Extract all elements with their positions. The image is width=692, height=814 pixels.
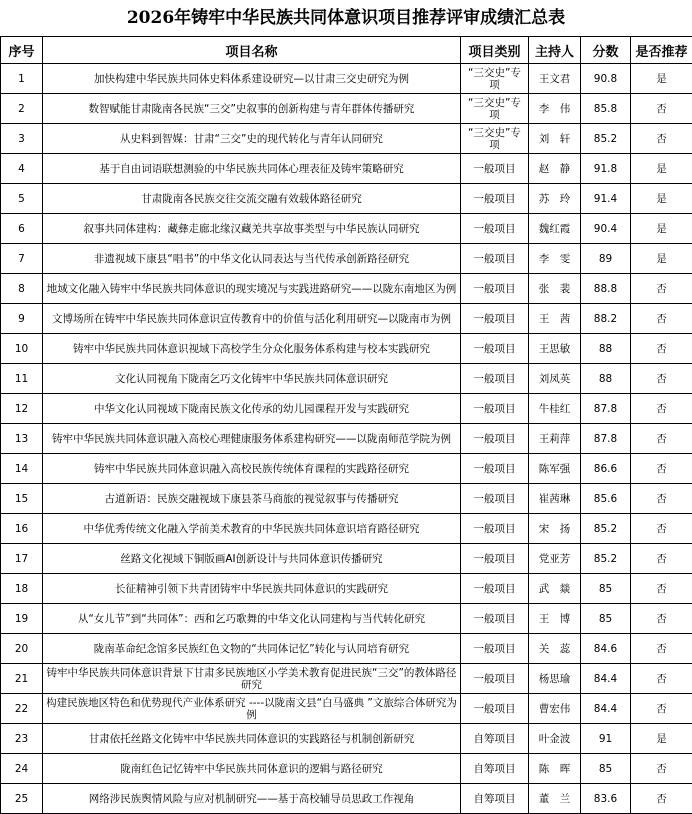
table-row (1, 334, 692, 364)
recommend-value: 否 (631, 754, 692, 784)
table-row (1, 124, 692, 154)
host-name: 王 茜 (529, 304, 581, 334)
score-value: 85.6 (581, 484, 631, 514)
project-name: 地域文化融入铸牢中华民族共同体意识的现实境况与实践进路研究——以陇东南地区为例 (43, 274, 461, 304)
recommend-value: 否 (631, 424, 692, 454)
row-number: 11 (1, 364, 43, 394)
project-name: 构建民族地区特色和优势现代产业体系研究 ----以陇南文县“白马盛典 ”文旅综合体研究为例 (43, 694, 461, 724)
score-summary-table (0, 36, 692, 814)
recommend-value: 否 (631, 94, 692, 124)
project-name: 基于自由词语联想测验的中华民族共同体心理表征及铸牢策略研究 (43, 154, 461, 184)
project-category: 一般项目 (461, 574, 529, 604)
row-number: 8 (1, 274, 43, 304)
score-value: 91.4 (581, 184, 631, 214)
host-name: 叶金波 (529, 724, 581, 754)
project-name: 甘肃陇南各民族交往交流交融有效载体路径研究 (43, 184, 461, 214)
row-number: 16 (1, 514, 43, 544)
score-value: 88 (581, 364, 631, 394)
project-category: 一般项目 (461, 394, 529, 424)
row-number: 19 (1, 604, 43, 634)
project-category: 一般项目 (461, 634, 529, 664)
score-value: 89 (581, 244, 631, 274)
row-number: 1 (1, 64, 43, 94)
row-number: 10 (1, 334, 43, 364)
score-value: 84.6 (581, 634, 631, 664)
table-row (1, 214, 692, 244)
recommend-value: 是 (631, 184, 692, 214)
header-project-name: 项目名称 (43, 37, 461, 64)
project-category: 一般项目 (461, 244, 529, 274)
table-row (1, 184, 692, 214)
row-number: 7 (1, 244, 43, 274)
recommend-value: 否 (631, 664, 692, 694)
recommend-value: 否 (631, 274, 692, 304)
score-value: 85.2 (581, 544, 631, 574)
table-row (1, 664, 692, 694)
table-row (1, 94, 692, 124)
table-header-row (1, 37, 692, 64)
score-value: 91.8 (581, 154, 631, 184)
project-name: 陇南红色记忆铸牢中华民族共同体意识的逻辑与路径研究 (43, 754, 461, 784)
table-row (1, 454, 692, 484)
table-row (1, 694, 692, 724)
row-number: 5 (1, 184, 43, 214)
host-name: 王莉萍 (529, 424, 581, 454)
project-category: 自筹项目 (461, 784, 529, 814)
host-name: 张 裴 (529, 274, 581, 304)
project-category: 一般项目 (461, 424, 529, 454)
row-number: 25 (1, 784, 43, 814)
host-name: 董 兰 (529, 784, 581, 814)
project-name: 从史料到智媒：甘肃“三交”史的现代转化与青年认同研究 (43, 124, 461, 154)
project-category: 一般项目 (461, 304, 529, 334)
host-name: 苏 玲 (529, 184, 581, 214)
recommend-value: 否 (631, 334, 692, 364)
host-name: 陈 晖 (529, 754, 581, 784)
host-name: 关 蕊 (529, 634, 581, 664)
score-value: 84.4 (581, 664, 631, 694)
project-name: 铸牢中华民族共同体意识融入高校心理健康服务体系建构研究——以陇南师范学院为例 (43, 424, 461, 454)
recommend-value: 否 (631, 784, 692, 814)
row-number: 13 (1, 424, 43, 454)
host-name: 李 伟 (529, 94, 581, 124)
score-value: 90.8 (581, 64, 631, 94)
row-number: 2 (1, 94, 43, 124)
recommend-value: 否 (631, 304, 692, 334)
table-row (1, 604, 692, 634)
row-number: 20 (1, 634, 43, 664)
score-value: 87.8 (581, 394, 631, 424)
row-number: 4 (1, 154, 43, 184)
project-name: 中华文化认同视域下陇南民族文化传承的幼儿园课程开发与实践研究 (43, 394, 461, 424)
project-name: 文博场所在铸牢中华民族共同体意识宣传教育中的价值与活化利用研究—以陇南市为例 (43, 304, 461, 334)
row-number: 22 (1, 694, 43, 724)
score-value: 85 (581, 574, 631, 604)
project-category: “三交史”专项 (461, 124, 529, 154)
project-name: 长征精神引领下共青团铸牢中华民族共同体意识的实践研究 (43, 574, 461, 604)
recommend-value: 否 (631, 394, 692, 424)
project-category: 一般项目 (461, 364, 529, 394)
project-name: 铸牢中华民族共同体意识视域下高校学生分众化服务体系构建与校本实践研究 (43, 334, 461, 364)
project-name: 中华优秀传统文化融入学前美术教育的中华民族共同体意识培育路径研究 (43, 514, 461, 544)
header-recommend: 是否推荐 (631, 37, 692, 64)
row-number: 24 (1, 754, 43, 784)
host-name: 牛桂红 (529, 394, 581, 424)
project-name: 铸牢中华民族共同体意识背景下甘肃多民族地区小学美术教育促进民族“三交”的教体路径研究 (43, 664, 461, 694)
host-name: 李 雯 (529, 244, 581, 274)
score-value: 85.2 (581, 124, 631, 154)
host-name: 王 博 (529, 604, 581, 634)
table-row (1, 274, 692, 304)
recommend-value: 否 (631, 364, 692, 394)
table-body (1, 64, 692, 814)
host-name: 刘 轩 (529, 124, 581, 154)
project-category: 一般项目 (461, 514, 529, 544)
project-name: 古道新语：民族交融视域下康县茶马商旅的视觉叙事与传播研究 (43, 484, 461, 514)
project-category: 一般项目 (461, 334, 529, 364)
host-name: 党亚芳 (529, 544, 581, 574)
recommend-value: 否 (631, 694, 692, 724)
score-value: 85.8 (581, 94, 631, 124)
host-name: 武 燚 (529, 574, 581, 604)
recommend-value: 否 (631, 544, 692, 574)
row-number: 12 (1, 394, 43, 424)
project-name: 从“女儿节”到“共同体”：西和乞巧歌舞的中华文化认同建构与当代转化研究 (43, 604, 461, 634)
host-name: 宋 扬 (529, 514, 581, 544)
recommend-value: 是 (631, 244, 692, 274)
host-name: 魏红霞 (529, 214, 581, 244)
project-category: 一般项目 (461, 604, 529, 634)
host-name: 崔茜琳 (529, 484, 581, 514)
project-name: 加快构建中华民族共同体史料体系建设研究—以甘肃三交史研究为例 (43, 64, 461, 94)
table-row (1, 244, 692, 274)
table-row (1, 364, 692, 394)
table-row (1, 544, 692, 574)
host-name: 杨思瑜 (529, 664, 581, 694)
project-name: 文化认同视角下陇南乞巧文化铸牢中华民族共同体意识研究 (43, 364, 461, 394)
project-name: 非遗视域下康县“唱书”的中华文化认同表达与当代传承创新路径研究 (43, 244, 461, 274)
project-category: “三交史”专项 (461, 94, 529, 124)
recommend-value: 是 (631, 214, 692, 244)
score-value: 83.6 (581, 784, 631, 814)
table-row (1, 304, 692, 334)
project-category: 一般项目 (461, 154, 529, 184)
recommend-value: 否 (631, 574, 692, 604)
header-score: 分数 (581, 37, 631, 64)
project-category: 一般项目 (461, 694, 529, 724)
project-name: 网络涉民族舆情风险与应对机制研究——基于高校辅导员思政工作视角 (43, 784, 461, 814)
header-host: 主持人 (529, 37, 581, 64)
table-row (1, 724, 692, 754)
project-name: 丝路文化视域下铜版画AI创新设计与共同体意识传播研究 (43, 544, 461, 574)
table-row (1, 64, 692, 94)
project-category: 一般项目 (461, 274, 529, 304)
table-row (1, 154, 692, 184)
table-row (1, 754, 692, 784)
recommend-value: 否 (631, 124, 692, 154)
row-number: 3 (1, 124, 43, 154)
project-category: 自筹项目 (461, 724, 529, 754)
score-value: 86.6 (581, 454, 631, 484)
row-number: 14 (1, 454, 43, 484)
score-value: 85.2 (581, 514, 631, 544)
score-value: 87.8 (581, 424, 631, 454)
score-value: 91 (581, 724, 631, 754)
host-name: 王文君 (529, 64, 581, 94)
recommend-value: 否 (631, 454, 692, 484)
project-category: 一般项目 (461, 664, 529, 694)
score-value: 85 (581, 754, 631, 784)
project-name: 叙事共同体建构：藏彝走廊北缘汉藏羌共享故事类型与中华民族认同研究 (43, 214, 461, 244)
header-seq: 序号 (1, 37, 43, 64)
score-value: 88.2 (581, 304, 631, 334)
score-value: 88.8 (581, 274, 631, 304)
recommend-value: 是 (631, 64, 692, 94)
table-row (1, 394, 692, 424)
row-number: 6 (1, 214, 43, 244)
recommend-value: 否 (631, 634, 692, 664)
table-row (1, 424, 692, 454)
project-category: 一般项目 (461, 484, 529, 514)
row-number: 17 (1, 544, 43, 574)
score-value: 90.4 (581, 214, 631, 244)
host-name: 王思敏 (529, 334, 581, 364)
page-title: 2026年铸牢中华民族共同体意识项目推荐评审成绩汇总表 (0, 0, 692, 36)
project-category: “三交史”专项 (461, 64, 529, 94)
score-value: 84.4 (581, 694, 631, 724)
project-name: 甘肃依托丝路文化铸牢中华民族共同体意识的实践路径与机制创新研究 (43, 724, 461, 754)
row-number: 23 (1, 724, 43, 754)
table-row (1, 574, 692, 604)
host-name: 刘凤英 (529, 364, 581, 394)
row-number: 21 (1, 664, 43, 694)
host-name: 曹宏伟 (529, 694, 581, 724)
project-category: 一般项目 (461, 214, 529, 244)
row-number: 15 (1, 484, 43, 514)
project-name: 铸牢中华民族共同体意识融入高校民族传统体育课程的实践路径研究 (43, 454, 461, 484)
recommend-value: 是 (631, 154, 692, 184)
table-row (1, 634, 692, 664)
table-row (1, 514, 692, 544)
table-row (1, 484, 692, 514)
row-number: 18 (1, 574, 43, 604)
recommend-value: 否 (631, 604, 692, 634)
recommend-value: 否 (631, 484, 692, 514)
row-number: 9 (1, 304, 43, 334)
project-category: 一般项目 (461, 544, 529, 574)
table-row (1, 784, 692, 814)
project-category: 一般项目 (461, 184, 529, 214)
host-name: 赵 静 (529, 154, 581, 184)
project-name: 陇南革命纪念馆多民族红色文物的“共同体记忆”转化与认同培育研究 (43, 634, 461, 664)
host-name: 陈军强 (529, 454, 581, 484)
project-category: 自筹项目 (461, 754, 529, 784)
score-value: 85 (581, 604, 631, 634)
header-category: 项目类别 (461, 37, 529, 64)
score-value: 88 (581, 334, 631, 364)
recommend-value: 否 (631, 514, 692, 544)
project-category: 一般项目 (461, 454, 529, 484)
recommend-value: 是 (631, 724, 692, 754)
project-name: 数智赋能甘肃陇南各民族“三交”史叙事的创新构建与青年群体传播研究 (43, 94, 461, 124)
